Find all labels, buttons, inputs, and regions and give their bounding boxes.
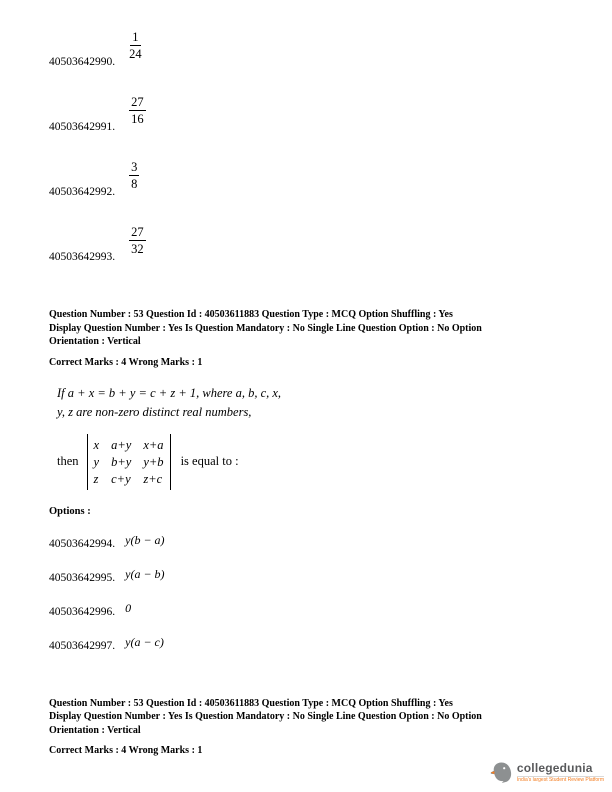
option-id: 40503642993. xyxy=(49,251,116,263)
option-id: 40503642994. xyxy=(49,537,116,550)
fraction-denominator: 8 xyxy=(131,177,138,191)
question-metadata-repeat xyxy=(49,697,566,738)
fraction-option-row xyxy=(49,95,566,134)
matrix-cell: b+y xyxy=(111,454,132,469)
collegedunia-logo xyxy=(489,760,604,784)
matrix-cell: z+c xyxy=(143,471,163,486)
matrix-cell: a+y xyxy=(111,437,132,452)
brand-name: collegedunia xyxy=(516,760,593,775)
brand-tagline: India's largest Student Review Platform xyxy=(516,776,604,783)
fraction-numerator: 27 xyxy=(131,95,144,109)
option-row xyxy=(49,534,566,551)
fraction-numerator: 3 xyxy=(131,160,138,174)
fraction-denominator: 24 xyxy=(129,47,142,61)
option-expression: y(b − a) xyxy=(125,532,165,547)
fraction xyxy=(129,160,139,191)
options-label: Options : xyxy=(49,505,91,517)
matrix-cell: c+y xyxy=(111,471,131,486)
matrix-cell: x+a xyxy=(143,437,164,452)
option-row xyxy=(49,568,566,585)
fraction-option-row xyxy=(49,30,566,69)
then-label: then xyxy=(57,454,79,468)
fraction-numerator: 27 xyxy=(131,225,144,239)
question-metadata-line: Question Number : 53 Question Id : 40503611883 Question Type : MCQ Option Shuffling : Yes xyxy=(49,697,453,709)
fraction xyxy=(129,30,142,61)
matrix-cell: z xyxy=(93,471,99,486)
matrix-cell: y xyxy=(93,454,100,469)
fraction-denominator: 16 xyxy=(131,112,144,126)
option-row xyxy=(49,636,566,653)
is-equal-to-label: is equal to : xyxy=(180,454,239,468)
question-metadata-line: Question Number : 53 Question Id : 40503611883 Question Type : MCQ Option Shuffling : Yes xyxy=(49,309,453,320)
question-metadata-line: Orientation : Vertical xyxy=(49,724,141,736)
question-body xyxy=(57,384,566,490)
logo-text xyxy=(517,762,604,783)
fraction-denominator: 32 xyxy=(131,242,144,256)
option-expression: y(a − b) xyxy=(125,566,165,581)
option-id: 40503642991. xyxy=(49,121,116,133)
option-id: 40503642992. xyxy=(49,186,116,198)
fraction-option-row xyxy=(49,225,566,264)
fraction xyxy=(129,95,146,126)
option-id: 40503642996. xyxy=(49,605,116,618)
option-id: 40503642990. xyxy=(49,56,116,68)
marks-line: Correct Marks : 4 Wrong Marks : 1 xyxy=(49,356,203,368)
option-expression: 0 xyxy=(125,600,132,615)
question-metadata-line: Orientation : Vertical xyxy=(49,336,141,347)
option-expression: y(a − c) xyxy=(125,634,164,649)
fraction xyxy=(129,225,146,256)
matrix-cell: y+b xyxy=(143,454,164,469)
fraction-option-row xyxy=(49,160,566,199)
option-id: 40503642997. xyxy=(49,639,116,652)
determinant-matrix xyxy=(87,434,171,490)
bird-icon xyxy=(489,760,513,784)
fraction-numerator: 1 xyxy=(132,30,139,44)
question-metadata-line: Display Question Number : Yes Is Question Mandatory : No Single Line Question Option : No Option xyxy=(49,711,482,722)
option-id: 40503642995. xyxy=(49,571,116,584)
determinant-row xyxy=(57,434,566,490)
question-metadata xyxy=(49,308,566,349)
option-row xyxy=(49,602,566,619)
question-metadata-line: Display Question Number : Yes Is Question Mandatory : No Single Line Question Option : No Option xyxy=(49,322,482,334)
marks-line: Correct Marks : 4 Wrong Marks : 1 xyxy=(49,745,203,756)
question-text-line: y, z are non-zero distinct real numbers, xyxy=(57,404,252,419)
question-text-line: If a + x = b + y = c + z + 1, where a, b, c, x, xyxy=(57,385,282,400)
matrix-cell: x xyxy=(93,437,100,452)
